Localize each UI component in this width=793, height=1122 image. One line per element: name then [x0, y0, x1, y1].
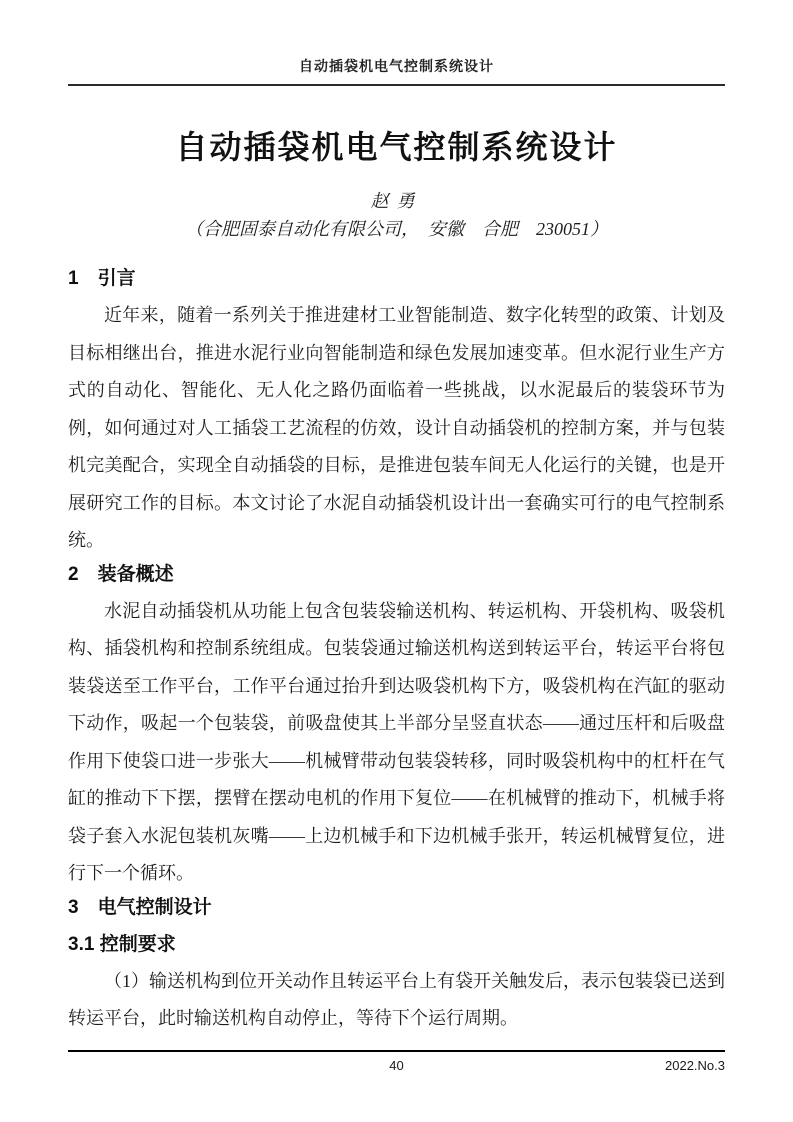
running-header-title: 自动插袋机电气控制系统设计: [299, 58, 494, 74]
article-title: 自动插袋机电气控制系统设计: [175, 129, 618, 165]
footer-issue: 2022.No.3: [665, 1058, 725, 1073]
footer-page-number: 40: [389, 1058, 404, 1073]
author-name: 赵勇: [370, 191, 423, 211]
author-affiliation: （合肥固泰自动化有限公司， 安徽 合肥 230051）: [185, 219, 608, 239]
header-rule: [68, 84, 725, 86]
page-content: [0, 57, 793, 1038]
section-3-heading: 3 电气控制设计: [68, 896, 212, 918]
section-3-1-heading: 3.1 控制要求: [68, 933, 176, 955]
running-header: [68, 57, 725, 75]
section-1-heading: 1 引言: [68, 268, 136, 289]
page-footer: [68, 1050, 725, 1080]
section-2-heading: 2 装备概述: [68, 563, 174, 585]
section-1-paragraph: 近年来，随着一系列关于推进建材工业智能制造、数字化转型的政策、计划及目标相继出台，推进水泥行业向智能制造和绿色发展加速变革。但水泥行业生产方式的自动化、智能化、无人化之路仍面临着一些挑战，以水泥最后的装袋环节为例，如何通过对人工插袋工艺流程的仿效，设计自动插袋机的控制方案，并与包装机完美配合，实现全自动插袋的目标，是推进包装车间无人化运行的关键，也是开展研究工作的目标。本文讨论了水泥自动插袋机设计出一套确实可行的电气控制系统。: [68, 305, 725, 550]
section-3-1-paragraph: （1）输送机构到位开关动作且转运平台上有袋开关触发后，表示包装袋已送到转运平台，此时输送机构自动停止，等待下个运行周期。: [68, 970, 725, 1028]
section-2-paragraph: 水泥自动插袋机从功能上包含包装袋输送机构、转运机构、开袋机构、吸袋机构、插袋机构和控制系统组成。包装袋通过输送机构送到转运平台，转运平台将包装袋送至工作平台，工作平台通过抬升到达吸袋机构下方，吸袋机构在汽缸的驱动下动作，吸起一个包装袋，前吸盘使其上半部分呈竖直状态——通过压杆和后吸盘作用下使袋口进一步张大——机械臂带动包装袋转移，同时吸袋机构中的杠杆在气缸的推动下下摆，摆臂在摆动电机的作用下复位——在机械臂的推动下，机械手将袋子套入水泥包装机灰嘴——上边机械手和下边机械手张开，转运机械臂复位，进行下一个循环。: [68, 600, 725, 883]
